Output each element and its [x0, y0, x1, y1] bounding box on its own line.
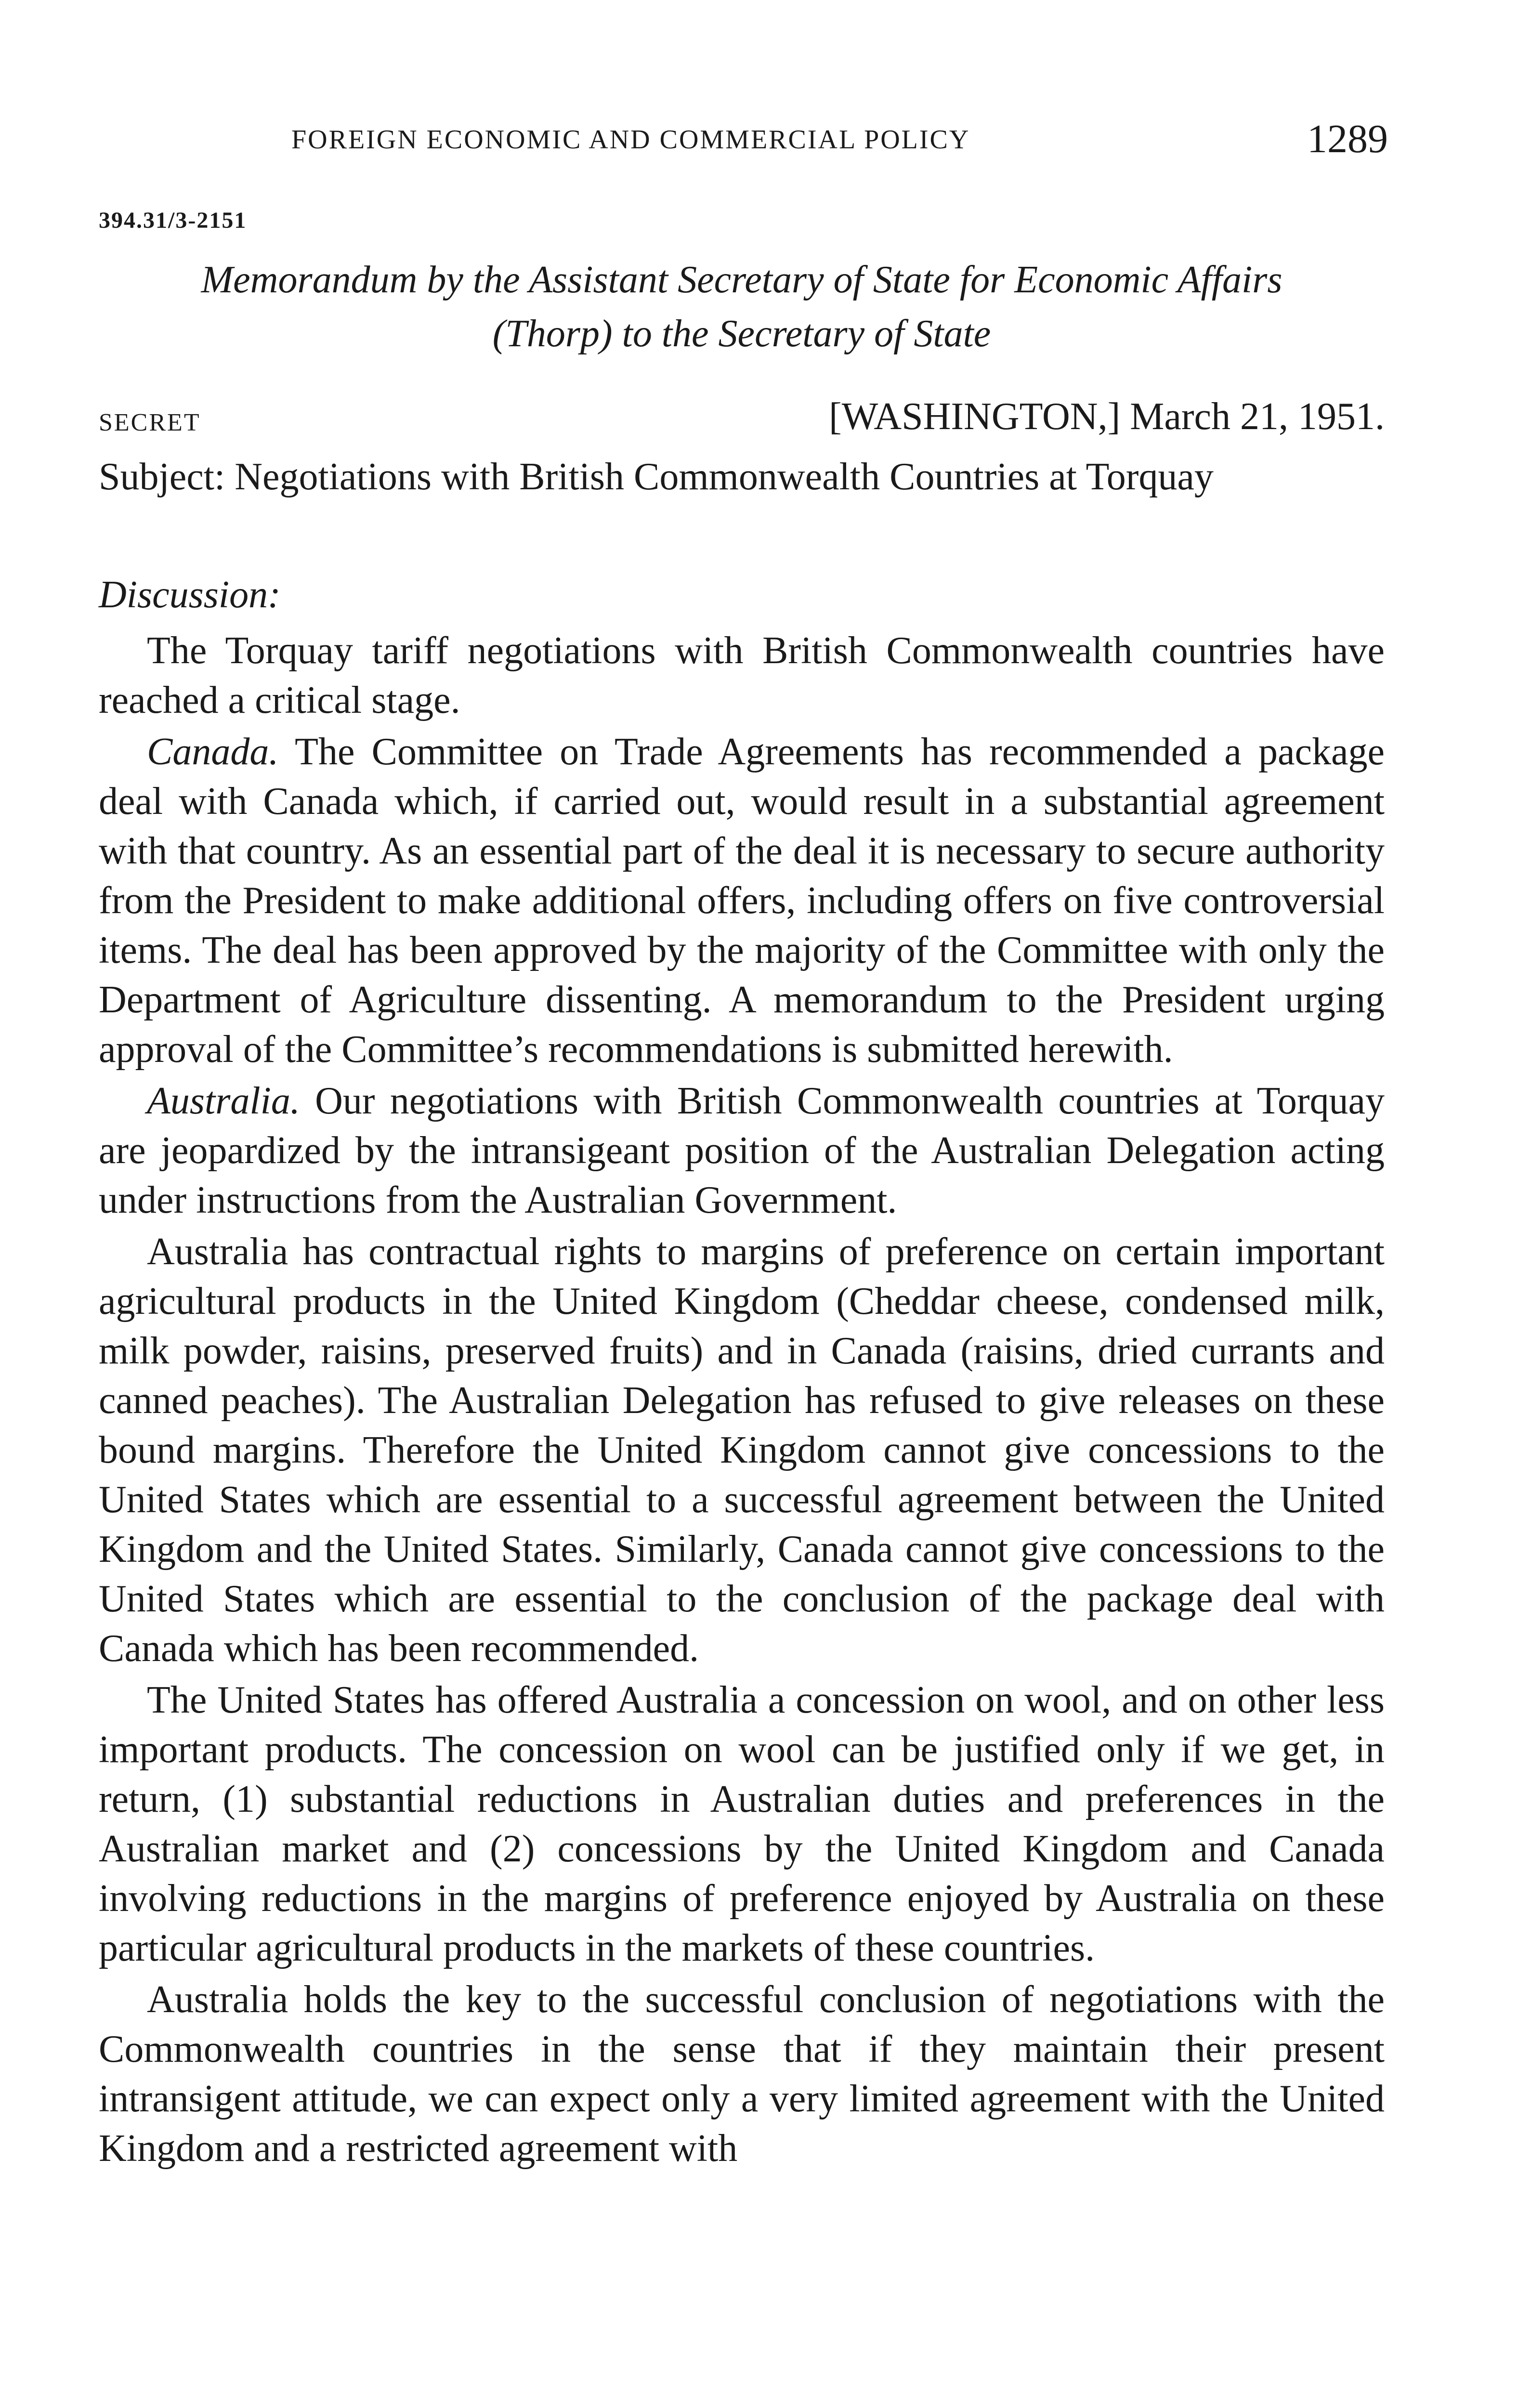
paragraph	[99, 1076, 1385, 1225]
paragraph	[99, 1975, 1385, 2173]
paragraph	[99, 1227, 1385, 1674]
paragraph-text: Australia holds the key to the successful conclusion of negotiations with the Commonwealth countries in the sense that if they maintain their present intransigent attitude, we can expect only a very limited agreement with the United Kingdom and a restricted agreement with	[99, 1978, 1385, 2170]
paragraph-text: Our negotiations with British Commonwealth countries at Torquay are jeopardized by the intransigeant position of the Australian Delegation acting under instructions from the Australian Government.	[99, 1080, 1385, 1221]
paragraph-lead: Canada.	[147, 731, 279, 773]
document-title	[99, 253, 1385, 361]
paragraph	[99, 1675, 1385, 1973]
classification-label: SECRET	[99, 409, 201, 436]
running-title: FOREIGN ECONOMIC AND COMMERCIAL POLICY	[291, 125, 970, 155]
paragraph-text: The Torquay tariff negotiations with British Commonwealth countries have reached a critical stage.	[99, 629, 1385, 721]
subject-line: Subject: Negotiations with British Commonwealth Countries at Torquay	[99, 456, 1214, 498]
meta-line	[99, 395, 1385, 448]
page-number: 1289	[1307, 117, 1388, 161]
paragraph	[99, 626, 1385, 725]
file-number: 394.31/3-2151	[99, 208, 247, 233]
paragraph-text: Australia has contractual rights to margins of preference on certain important agricultural products in the United Kingdom (Cheddar cheese, condensed milk, milk powder, raisins, preserved fruits) and in Canada (raisins, dried currants and canned peaches). The Australian Delegation has refused to give releases on these bound margins. Therefore the United Kingdom cannot give concessions to the United States which are essential to a successful agreement between the United Kingdom and the United States. Similarly, Canada cannot give concessions to the United States which are essential to the conclusion of the package deal with Canada which has been recommended.	[99, 1230, 1385, 1670]
dateline: [WASHINGTON,] March 21, 1951.	[829, 395, 1385, 438]
running-head	[99, 116, 1388, 159]
paragraph-text: The Committee on Trade Agreements has recommended a package deal with Canada which, if carried out, would result in a substantial agreement with that country. As an essential part of the deal it is necessary to secure authority from the President to make additional offers, including offers on five controversial items. The deal has been approved by the majority of the Committee with only the Department of Agriculture dissenting. A memorandum to the President urging approval of the Committee’s recommendations is submitted herewith.	[99, 731, 1385, 1071]
document-title-line-1: Memorandum by the Assistant Secretary of State for Economic Affairs	[201, 259, 1282, 301]
paragraph-lead: Australia.	[147, 1080, 300, 1122]
paragraph	[99, 727, 1385, 1074]
document-title-line-2: (Thorp) to the Secretary of State	[492, 313, 991, 355]
discussion-heading: Discussion:	[99, 574, 281, 616]
paragraph-text: The United States has offered Australia a concession on wool, and on other less important products. The concession on wool can be justified only if we get, in return, (1) substantial reductions in Australian duties and preferences in the Australian market and (2) concessions by the United Kingdom and Canada involving reductions in the margins of preference enjoyed by Australia on these particular agricultural products in the markets of these countries.	[99, 1679, 1385, 1969]
body-text	[99, 626, 1385, 2175]
